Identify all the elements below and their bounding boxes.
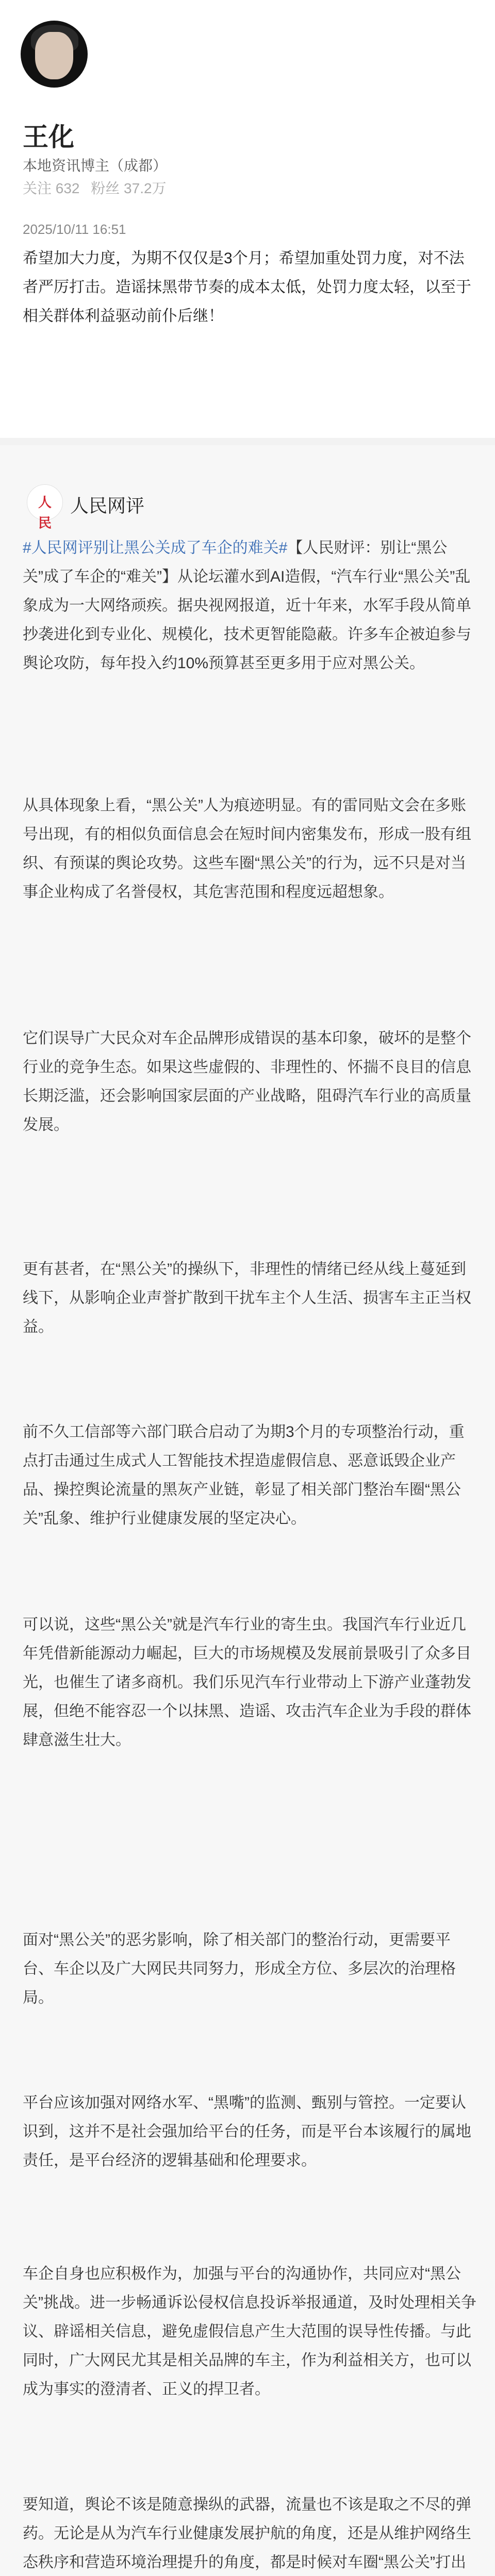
repost-paragraph: 车企自身也应积极作为，加强与平台的沟通协作，共同应对“黑公关”挑战。进一步畅通诉讼侵权信息投诉举报通道，及时处理相关争议、辟谣相关信息，避免虚假信息产生大范围的误导性传播。与此同时，广大网民尤其是相关品牌的车主，作为利益相关方，也可以成为事实的澄清者、正义的捍卫者。 xyxy=(23,2265,476,2398)
repost-paragraph: 从具体现象上看，“黑公关”人为痕迹明显。有的雷同贴文会在多账号出现，有的相似负面信息会在短时间内密集发布，形成一股有组织、有预谋的舆论攻势。这些车圈“黑公关”的行为，远不只是对当事企业构成了名誉侵权，其危害范围和程度远超想象。 xyxy=(23,797,471,901)
following-count[interactable]: 关注 632 xyxy=(23,180,80,196)
repost-paragraph: 平台应该加强对网络水军、“黑嘴”的监测、甄别与管控。一定要认识到，这并不是社会强加给平台的任务，而是平台本该履行的属地责任，是平台经济的逻辑基础和伦理要求。 xyxy=(23,2094,471,2169)
divider xyxy=(0,438,495,445)
follower-count[interactable]: 粉丝 37.2万 xyxy=(91,180,167,196)
avatar-face xyxy=(35,32,73,79)
topic-link[interactable]: #人民网评别让黑公关成了车企的难关# xyxy=(23,539,288,556)
author-name[interactable]: 王化 xyxy=(23,123,74,151)
post-text: 希望加大力度，为期不仅仅是3个月；希望加重处罚力度，对不法者严厉打击。造谣抹黑带节奏的成本太低，处罚力度太轻，以至于相关群体利益驱动前仆后继！ xyxy=(23,250,471,325)
repost-paragraph-text: 要知道，舆论不该是随意操纵的武器，流量也不该是取之不尽的弹药。无论是从为汽车行业健康发展护航的角度，还是从维护网络生态秩序和营造环境治理提升的角度，都是时候对车圈“黑公关”打出 xyxy=(23,2496,471,2571)
repost-paragraph: 面对“黑公关”的恶劣影响，除了相关部门的整治行动，更需要平台、车企以及广大网民共同努力，形成全方位、多层次的治理格局。 xyxy=(23,1931,456,2006)
post-header xyxy=(0,0,495,325)
author-stats xyxy=(23,177,174,198)
repost-paragraph: 前不久工信部等六部门联合启动了为期3个月的专项整治行动，重点打击通过生成式人工智能技术捏造虚假信息、恶意诋毁企业产品、操控舆论流量的黑灰产业链，彰显了相关部门整治车圈“黑公关”乱象、维护行业健康发展的坚定决心。 xyxy=(23,1423,465,1527)
repost-paragraph xyxy=(23,2490,476,2576)
repost-author-name[interactable]: 人民网评 xyxy=(70,495,145,516)
repost-paragraph xyxy=(23,534,476,678)
repost-paragraph: 更有甚者，在“黑公关”的操纵下，非理性的情绪已经从线上蔓延到线下，从影响企业声誉扩散到干扰车主个人生活、损害车主正当权益。 xyxy=(23,1261,471,1335)
author-bio: 本地资讯博主（成都） xyxy=(23,158,168,174)
repost-paragraph: 可以说，这些“黑公关”就是汽车行业的寄生虫。我国汽车行业近几年凭借新能源动力崛起，巨大的市场规模及发展前景吸引了众多目光，也催生了诸多商机。我们乐见汽车行业带动上下游产业蓬勃发展，但绝不能容忍一个以抹黑、造谣、攻击汽车企业为手段的群体肆意滋生壮大。 xyxy=(23,1616,471,1749)
people-seal-icon: 人民 xyxy=(38,495,52,531)
post-time: 2025/10/11 16:51 xyxy=(23,222,126,237)
repost-author-avatar[interactable] xyxy=(27,484,63,531)
author-avatar[interactable] xyxy=(21,21,88,88)
repost-paragraph-text: 【人民财评：别让“黑公关”成了车企的“难关”】从论坛灌水到AI造假，“汽车行业“黑公关”乱象成为一大网络顽疾。据央视网报道，近十年来，水军手段从简单抄袭进化到专业化、规模化，技术更智能隐蔽。许多车企被迫参与舆论攻防，每年投入约10%预算甚至更多用于应对黑公关。 xyxy=(23,539,471,672)
repost-paragraph: 它们误导广大民众对车企品牌形成错误的基本印象，破坏的是整个行业的竞争生态。如果这些虚假的、非理性的、怀揣不良目的信息长期泛滥，还会影响国家层面的产业战略，阻碍汽车行业的高质量发展。 xyxy=(23,1030,471,1133)
